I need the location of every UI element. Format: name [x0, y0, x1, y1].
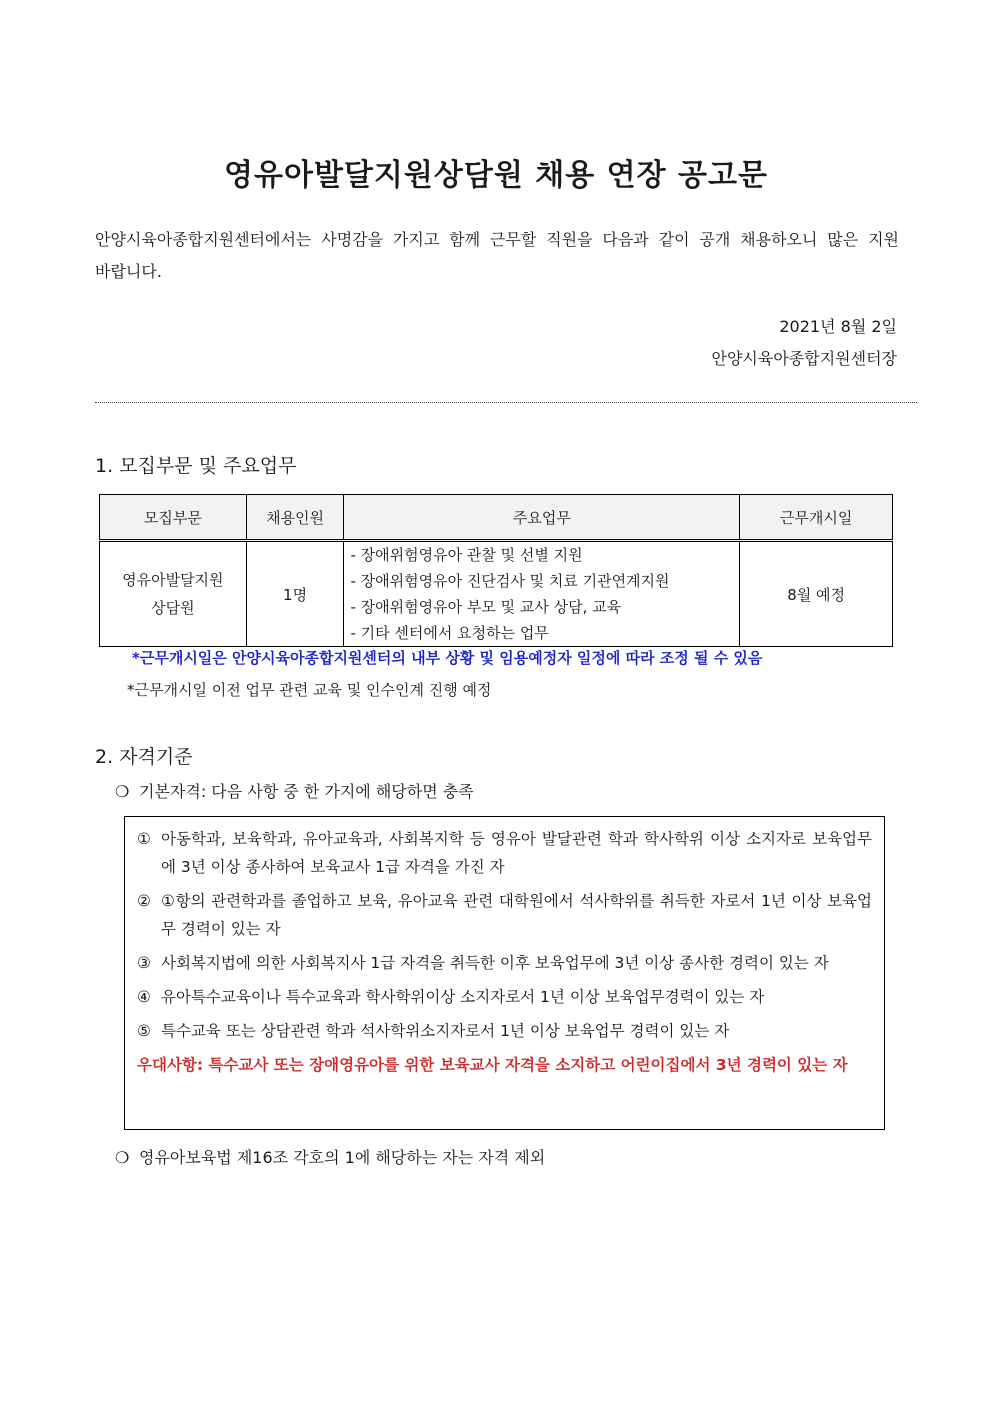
qualification-text: 유아특수교육이나 특수교육과 학사학위이상 소지자로서 1년 이상 보육업무경력이 있는 자 — [161, 988, 765, 1006]
circle-bullet-icon: ❍ — [115, 782, 130, 801]
duty-item: - 장애위험영유아 관찰 및 선별 지원 — [350, 546, 583, 564]
cell-duties — [344, 541, 740, 647]
intro-paragraph: 안양시육아종합지원센터에서는 사명감을 가지고 함께 근무할 직원을 다음과 같이 공개 채용하오니 많은 지원 바랍니다. — [95, 230, 899, 281]
cell-count: 1명 — [246, 541, 344, 647]
exclusion-text: 영유아보육법 제16조 각호의 1에 해당하는 자는 자격 제외 — [139, 1148, 546, 1167]
page-title: 영유아발달지원상담원 채용 연장 공고문 — [224, 158, 768, 193]
recruitment-table — [99, 494, 893, 647]
header-department: 모집부문 — [100, 495, 247, 541]
qualification-item — [137, 825, 872, 881]
header-duties: 주요업무 — [344, 495, 740, 541]
duty-item: - 기타 센터에서 요청하는 업무 — [350, 624, 549, 642]
duty-item: - 장애위험영유아 부모 및 교사 상담, 교육 — [350, 598, 622, 616]
table-header-row — [100, 495, 893, 541]
issuer-signature: 안양시육아종합지원센터장 — [711, 349, 897, 368]
section-1-heading: 1. 모집부문 및 주요업무 — [95, 455, 297, 477]
preference-note: 우대사항: 특수교사 또는 장애영유아를 위한 보육교사 자격을 소지하고 어린이집에서 3년 경력이 있는 자 — [137, 1056, 848, 1074]
duty-item: - 장애위험영유아 진단검사 및 치료 기관연계지원 — [350, 572, 670, 590]
announcement-date: 2021년 8월 2일 — [779, 317, 897, 336]
training-note: *근무개시일 이전 업무 관련 교육 및 인수인계 진행 예정 — [127, 681, 492, 699]
qualification-number: ④ — [137, 988, 151, 1006]
qualification-text: 특수교육 또는 상담관련 학과 석사학위소지자로서 1년 이상 보육업무 경력이 있는 자 — [161, 1022, 730, 1040]
start-date-note-highlight: *근무개시일은 안양시육아종합지원센터의 내부 상황 및 임용예정자 일정에 따라 조정 될 수 있음 — [132, 649, 763, 667]
qualification-number: ② — [137, 892, 151, 910]
qualification-text: 사회복지법에 의한 사회복지사 1급 자격을 취득한 이후 보육업무에 3년 이상 종사한 경력이 있는 자 — [161, 954, 829, 972]
cell-start-date: 8월 예정 — [740, 541, 893, 647]
qualification-item — [137, 949, 872, 977]
qualification-item — [137, 983, 872, 1011]
header-start-date: 근무개시일 — [740, 495, 893, 541]
circle-bullet-icon: ❍ — [115, 1148, 130, 1167]
qualification-number: ③ — [137, 954, 151, 972]
dotted-divider — [95, 402, 917, 403]
qualification-box — [124, 816, 885, 1130]
qualification-text: 아동학과, 보육학과, 유아교육과, 사회복지학 등 영유아 발달관련 학과 학사학위 이상 소지자로 보육업무에 3년 이상 종사하여 보육교사 1급 자격을 가진 자 — [161, 830, 872, 876]
qualification-item — [137, 887, 872, 943]
qualification-number: ⑤ — [137, 1022, 151, 1040]
table-row — [100, 541, 893, 647]
section-2-heading: 2. 자격기준 — [95, 746, 193, 768]
basic-qualification-line — [115, 779, 474, 802]
qualification-text: ①항의 관련학과를 졸업하고 보육, 유아교육 관련 대학원에서 석사학위를 취득한 자로서 1년 이상 보육업무 경력이 있는 자 — [161, 892, 872, 938]
header-count: 채용인원 — [246, 495, 344, 541]
cell-department: 영유아발달지원 상담원 — [100, 541, 247, 647]
qualification-number: ① — [137, 830, 151, 848]
qualification-item — [137, 1017, 872, 1045]
basic-qualification-text: 기본자격: 다음 사항 중 한 가지에 해당하면 충족 — [139, 782, 474, 801]
exclusion-line — [115, 1145, 545, 1168]
